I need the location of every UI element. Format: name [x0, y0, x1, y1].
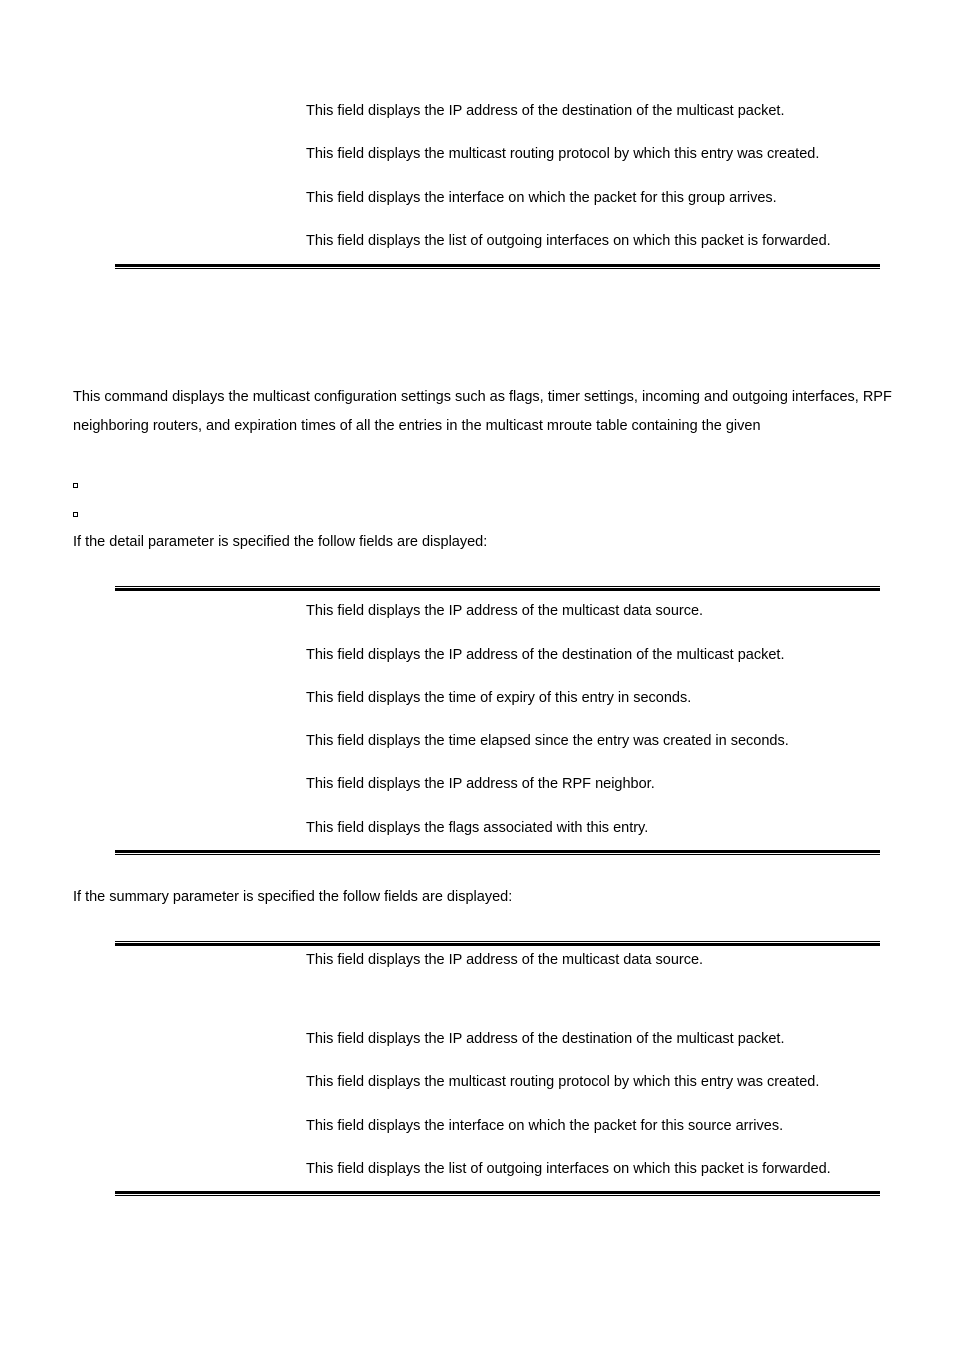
list-bullet-icon	[73, 483, 78, 488]
table3-row-incoming-interface: This field displays the interface on which the packet for this source arrives.	[306, 1118, 784, 1134]
table2-row-destination: This field displays the IP address of the destination of the multicast packet.	[306, 647, 785, 663]
table2-row-uptime: This field displays the time elapsed since the entry was created in seconds.	[306, 733, 789, 749]
table3-bottom-rule	[115, 1191, 880, 1196]
table1-bottom-rule	[115, 264, 880, 269]
description-line-2: neighboring routers, and expiration times of all the entries in the multicast mroute table containing the given	[73, 418, 761, 434]
list-bullet-icon	[73, 512, 78, 517]
table3-row-source: This field displays the IP address of the multicast data source.	[306, 952, 704, 968]
table1-row-outgoing-interfaces: This field displays the list of outgoing interfaces on which this packet is forwarded.	[306, 233, 831, 249]
table1-row-destination: This field displays the IP address of the destination of the multicast packet.	[306, 103, 785, 119]
table1-row-incoming-interface: This field displays the interface on which the packet for this group arrives.	[306, 190, 777, 206]
table2-row-rpf-neighbor: This field displays the IP address of the RPF neighbor.	[306, 776, 655, 792]
table3-top-rule	[115, 941, 880, 946]
table2-row-expiry: This field displays the time of expiry of this entry in seconds.	[306, 690, 692, 706]
description-line-1: This command displays the multicast configuration settings such as flags, timer settings, incoming and outgoing interfaces, RPF	[73, 389, 892, 405]
table3-row-destination: This field displays the IP address of the destination of the multicast packet.	[306, 1031, 785, 1047]
table2-row-flags: This field displays the flags associated with this entry.	[306, 820, 649, 836]
summary-intro: If the summary parameter is specified the follow fields are displayed:	[73, 889, 513, 905]
table2-row-source: This field displays the IP address of the multicast data source.	[306, 603, 704, 619]
table3-row-outgoing-interfaces: This field displays the list of outgoing interfaces on which this packet is forwarded.	[306, 1161, 831, 1177]
table1-row-protocol: This field displays the multicast routing protocol by which this entry was created.	[306, 146, 820, 162]
table3-row-protocol: This field displays the multicast routing protocol by which this entry was created.	[306, 1074, 820, 1090]
table2-bottom-rule	[115, 850, 880, 855]
detail-intro: If the detail parameter is specified the follow fields are displayed:	[73, 534, 488, 550]
table2-top-rule	[115, 586, 880, 591]
